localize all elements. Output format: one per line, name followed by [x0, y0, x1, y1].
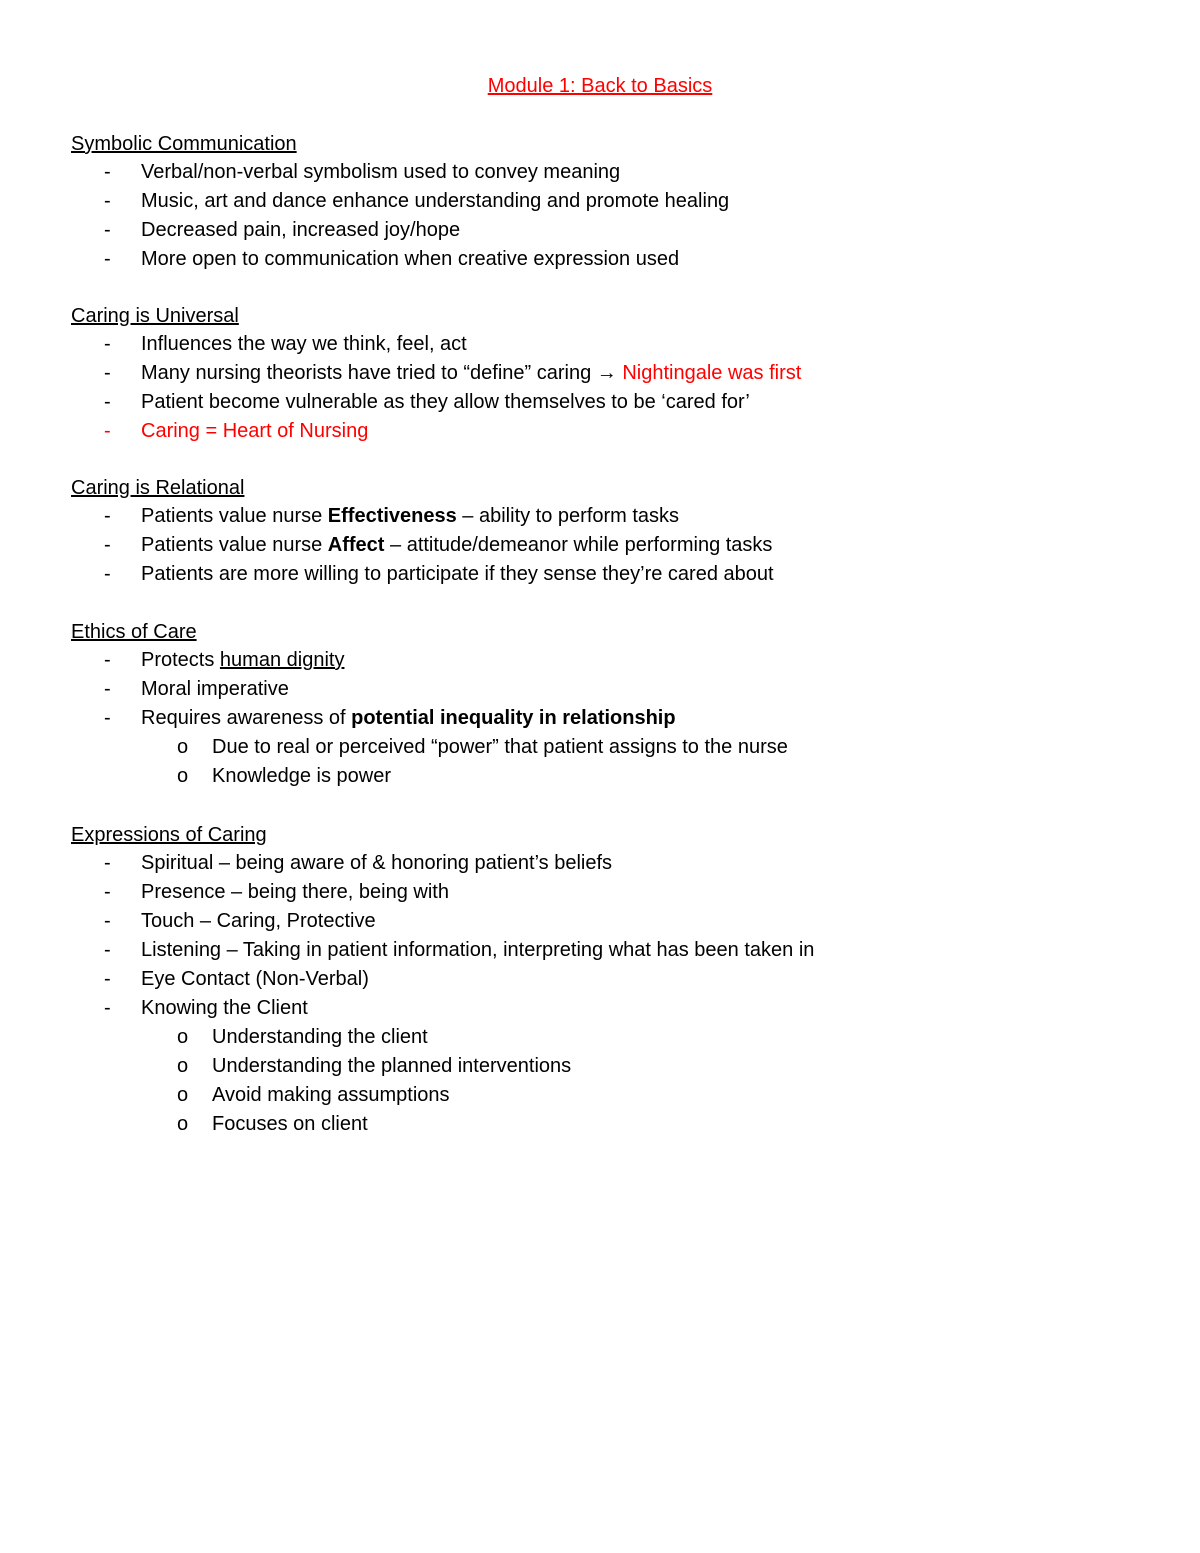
list-item: - Requires awareness of potential inequality in relationship — [104, 707, 676, 729]
list-item: - Patients are more willing to participate if they sense they’re cared about — [104, 563, 774, 585]
dash-bullet: - — [104, 190, 111, 212]
circle-bullet: o — [177, 1055, 189, 1077]
dash-bullet: - — [104, 852, 111, 874]
sub-list-item: o Knowledge is power — [177, 765, 391, 787]
section-expressions-of-caring — [71, 823, 1171, 1141]
dash-bullet: - — [104, 939, 111, 961]
circle-bullet: o — [177, 1084, 189, 1106]
list-item: - Patient become vulnerable as they allow themselves to be ‘cared for’ — [104, 391, 750, 413]
section-heading: Expressions of Caring — [71, 824, 267, 846]
list-item: - Verbal/non-verbal symbolism used to convey meaning — [104, 161, 621, 183]
dash-bullet: - — [104, 362, 111, 384]
page-title: Module 1: Back to Basics — [487, 75, 713, 97]
dash-bullet: - — [104, 678, 111, 700]
dash-bullet: - — [104, 649, 111, 671]
list-item: - Knowing the Client — [104, 997, 308, 1019]
sub-list-item: o Focuses on client — [177, 1113, 368, 1135]
section-ethics-of-care — [71, 620, 1171, 793]
section-symbolic-communication — [71, 132, 1171, 276]
dash-bullet: - — [104, 968, 111, 990]
dash-bullet: - — [104, 563, 111, 585]
dash-bullet: - — [104, 219, 111, 241]
list-item — [71, 419, 1171, 448]
sub-list-item: o Avoid making assumptions — [177, 1084, 450, 1106]
list-item: - Spiritual – being aware of & honoring patient’s beliefs — [104, 852, 613, 874]
dash-bullet: - — [104, 881, 111, 903]
dash-bullet: - — [104, 910, 111, 932]
list-item: - Influences the way we think, feel, act — [104, 333, 467, 355]
list-item: - More open to communication when creative expression used — [104, 248, 680, 270]
list-item: - Music, art and dance enhance understanding and promote healing — [104, 190, 730, 212]
section-caring-is-relational — [71, 476, 1171, 591]
section-heading: Ethics of Care — [71, 621, 197, 643]
section-heading: Symbolic Communication — [71, 133, 297, 155]
list-item: - Patients value nurse Affect – attitude/demeanor while performing tasks — [104, 534, 773, 556]
sub-list-item: o Due to real or perceived “power” that patient assigns to the nurse — [177, 736, 788, 758]
arrow-right-icon: → — [596, 362, 617, 384]
dash-bullet: - — [104, 391, 111, 413]
sub-list-item: o Understanding the client — [177, 1026, 428, 1048]
dash-bullet: - — [104, 248, 111, 270]
dash-bullet: - — [104, 997, 111, 1019]
list-item: - Many nursing theorists have tried to “define” caring → Nightingale was first — [104, 362, 802, 384]
list-item: - Moral imperative — [104, 678, 289, 700]
highlight-text: Nightingale was first — [622, 362, 802, 384]
circle-bullet: o — [177, 1113, 189, 1135]
list-item: - Touch – Caring, Protective — [104, 910, 376, 932]
highlight-text: Caring = Heart of Nursing — [141, 420, 369, 442]
list-item: - Eye Contact (Non-Verbal) — [104, 968, 369, 990]
list-item: - Protects human dignity — [104, 649, 345, 671]
dash-bullet: - — [104, 534, 111, 556]
section-heading: Caring is Universal — [71, 305, 239, 327]
list-item: - Presence – being there, being with — [104, 881, 449, 903]
list-item: - Listening – Taking in patient information, interpreting what has been taken in — [104, 939, 815, 961]
sub-list-item: o Understanding the planned interventions — [177, 1055, 572, 1077]
list-item: - Decreased pain, increased joy/hope — [104, 219, 461, 241]
dash-bullet: - — [104, 707, 111, 729]
circle-bullet: o — [177, 736, 189, 758]
dash-bullet: - — [104, 333, 111, 355]
circle-bullet: o — [177, 1026, 189, 1048]
dash-bullet: - — [104, 420, 111, 442]
section-heading: Caring is Relational — [71, 477, 245, 499]
list-item: - Patients value nurse Effectiveness – ability to perform tasks — [104, 505, 680, 527]
dash-bullet: - — [104, 161, 111, 183]
circle-bullet: o — [177, 765, 189, 787]
section-caring-is-universal — [71, 304, 1171, 448]
dash-bullet: - — [104, 505, 111, 527]
